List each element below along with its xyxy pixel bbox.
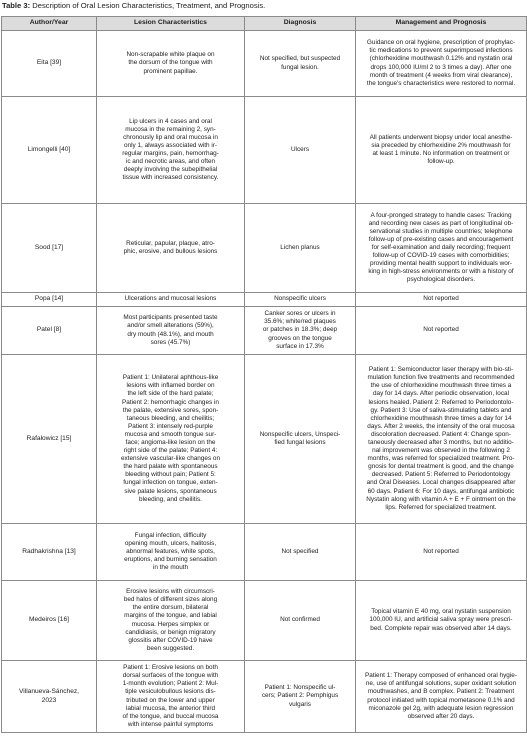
table-row xyxy=(2,31,527,97)
cell-lesion: Lip ulcers in 4 cases and oral mucosa in the remaining 2, syn- chronously lip and oral mucosa in only 1, always associated with ir- regular margins, pain, hemorrhag- ic and necrotic areas, and often deeply involving the subepithelial tissue with increased consistency. xyxy=(97,97,245,204)
cell-lesion: Patient 1: Unilateral aphthous-like lesions with inflamed border on the left side of the hard palate; Patient 2: hemorrhagic changes in the palate, extensive sores, spon- taneous bleeding, and cheilitis; Patient 3: intensely red-purple mucosa and smooth tongue sur- face; angioma-like lesion on the right side of the palate; Patient 4: extensive vascular-like changes on the hard palate with spontaneous bleeding without pain; Patient 5: fungal infection on tongue, exten- sive palate lesions, spontaneous bleeding, and cheilitis. xyxy=(97,355,245,524)
table-row xyxy=(2,97,527,204)
header-diagnosis: Diagnosis xyxy=(245,17,356,31)
cell-author: Patel [8] xyxy=(2,307,97,355)
cell-diagnosis: Patient 1: Nonspecific ul- cers; Patient 2: Pemphigus vulgaris xyxy=(245,661,356,733)
cell-author: Radhakrishna [13] xyxy=(2,524,97,581)
cell-management: All patients underwent biopsy under local anesthe- sia preceded by chlorhexidine 2% mouthwash for at least 1 minute. No information on treatment or follow-up. xyxy=(356,97,527,204)
table-caption xyxy=(2,0,525,12)
table-header-row xyxy=(2,17,527,31)
cell-author: Sood [17] xyxy=(2,204,97,293)
table-row xyxy=(2,661,527,733)
table-row xyxy=(2,204,527,293)
table-row xyxy=(2,293,527,307)
cell-management: Not reported xyxy=(356,524,527,581)
header-author: Author/Year xyxy=(2,17,97,31)
cell-management: Not reported xyxy=(356,307,527,355)
cell-diagnosis: Not specified xyxy=(245,524,356,581)
cell-diagnosis: Nonspecific ulcers xyxy=(245,293,356,307)
cell-diagnosis: Not confirmed xyxy=(245,581,356,661)
table-caption-text: Description of Oral Lesion Characteristics, Treatment, and Prognosis. xyxy=(32,1,266,10)
cell-lesion: Most participants presented taste and/or smell alterations (59%), dry mouth (48.1%), and mouth sores (45.7%) xyxy=(97,307,245,355)
table-row xyxy=(2,581,527,661)
cell-diagnosis: Not specified, but suspected fungal lesion. xyxy=(245,31,356,97)
cell-diagnosis: Ulcers xyxy=(245,97,356,204)
cell-management: Guidance on oral hygiene, prescription of prophylac- tic medications to prevent superimposed infections (chlorhexidine mouthwash 0.12% and nystatin oral drops 100,000 IU/ml 2 to 3 times a day). After one month of treatment (4 weeks from viral clearance), the tongue's characteristics were restored to normal. xyxy=(356,31,527,97)
cell-author: Villanueva-Sánchez, 2023 xyxy=(2,661,97,733)
cell-lesion: Reticular, papular, plaque, atro- phic, erosive, and bullous lesions xyxy=(97,204,245,293)
cell-author: Rafałowicz [15] xyxy=(2,355,97,524)
header-lesion: Lesion Characteristics xyxy=(97,17,245,31)
table-row xyxy=(2,307,527,355)
table-caption-label: Table 3: xyxy=(2,1,31,10)
cell-diagnosis: Nonspecific ulcers, Unspeci- fied fungal lesions xyxy=(245,355,356,524)
cell-author: Medeiros [16] xyxy=(2,581,97,661)
cell-management: Patient 1: Therapy composed of enhanced oral hygie- ne, use of antifungal solutions, super oxidant solution mouthwashes, and B complex. Patient 2: Treatment protocol initiated with topical mometasone 0.1% and miconazole gel 2g, with adequate lesion regression observed after 20 days. xyxy=(356,661,527,733)
cell-management: A four-pronged strategy to handle cases: Tracking and recording new cases as part of longitudinal ob- servational studies in multiple countries; telephone follow-up of pre-existing cases and encouragement for self-examination and daily recording; frequent follow-up of COVID-19 cases with comorbidities; providing mental health support to individuals wor- king in high-stress environments or with a history of psychological disorders. xyxy=(356,204,527,293)
cell-diagnosis: Canker sores or ulcers in 35.6%; white/red plaques or patches in 18.3%; deep grooves on the tongue surface in 17.3% xyxy=(245,307,356,355)
cell-author: Limongelli [40] xyxy=(2,97,97,204)
table-row xyxy=(2,355,527,524)
cell-management: Patient 1: Semiconductor laser therapy with bio-sti- mulation function five treatments and recommended the use of chlorhexidine mouthwash three times a day for 14 days. After periodic observation, local lesions healed. Patient 2: Referred to Periodontolo- gy. Patient 3: Use of saliva-stimulating tablets and chlorhexidine mouthwash three times a day for 14 days. After 2 weeks, the intensity of the oral mucosa discoloration decreased. Patient 4: Change spon- taneously decreased after 3 months, but no additio- nal improvement was observed in the following 2 months, was referred for specialized treatment. Pro- gnosis for dental treatment is good, and the change decreased. Patient 5: Referred to Periodontology and Oral Diseases. Local changes disappeared after 60 days. Patient 6: For 10 days, antifungal antibiotic Nystatin along with vitamin A + E + F ointment on the lips. Referred for specialized treatment. xyxy=(356,355,527,524)
cell-management: Not reported xyxy=(356,293,527,307)
cell-diagnosis: Lichen planus xyxy=(245,204,356,293)
cell-lesion: Fungal infection, difficulty opening mouth, ulcers, halitosis, abnormal features, white spots, eruptions, and burning sensation in the mouth xyxy=(97,524,245,581)
table-row xyxy=(2,524,527,581)
cell-management: Topical vitamin E 40 mg, oral nystatin suspension 100,000 IU, and artificial saliva spray were prescri- bed. Complete repair was observed after 14 days. xyxy=(356,581,527,661)
cell-lesion: Erosive lesions with circumscri- bed halos of different sizes along the entire dorsum, bilateral margins of the tongue, and labial mucosa. Herpes simplex or candidiasis, or benign migratory glossitis after COVID-19 have been suggested. xyxy=(97,581,245,661)
header-management: Management and Prognosis xyxy=(356,17,527,31)
lesion-table xyxy=(1,16,527,733)
cell-lesion: Non-scrapable white plaque on the dorsum of the tongue with prominent papillae. xyxy=(97,31,245,97)
cell-author: Popa [14] xyxy=(2,293,97,307)
cell-lesion: Ulcerations and mucosal lesions xyxy=(97,293,245,307)
cell-author: Eita [39] xyxy=(2,31,97,97)
cell-lesion: Patient 1: Erosive lesions on both dorsal surfaces of the tongue with 1-month evolution; Patient 2: Mul- tiple vesiculobullous lesions dis- tributed on the lower and upper labial mucosa, the anterior third of the tongue, and buccal mucosa with intense painful symptoms xyxy=(97,661,245,733)
